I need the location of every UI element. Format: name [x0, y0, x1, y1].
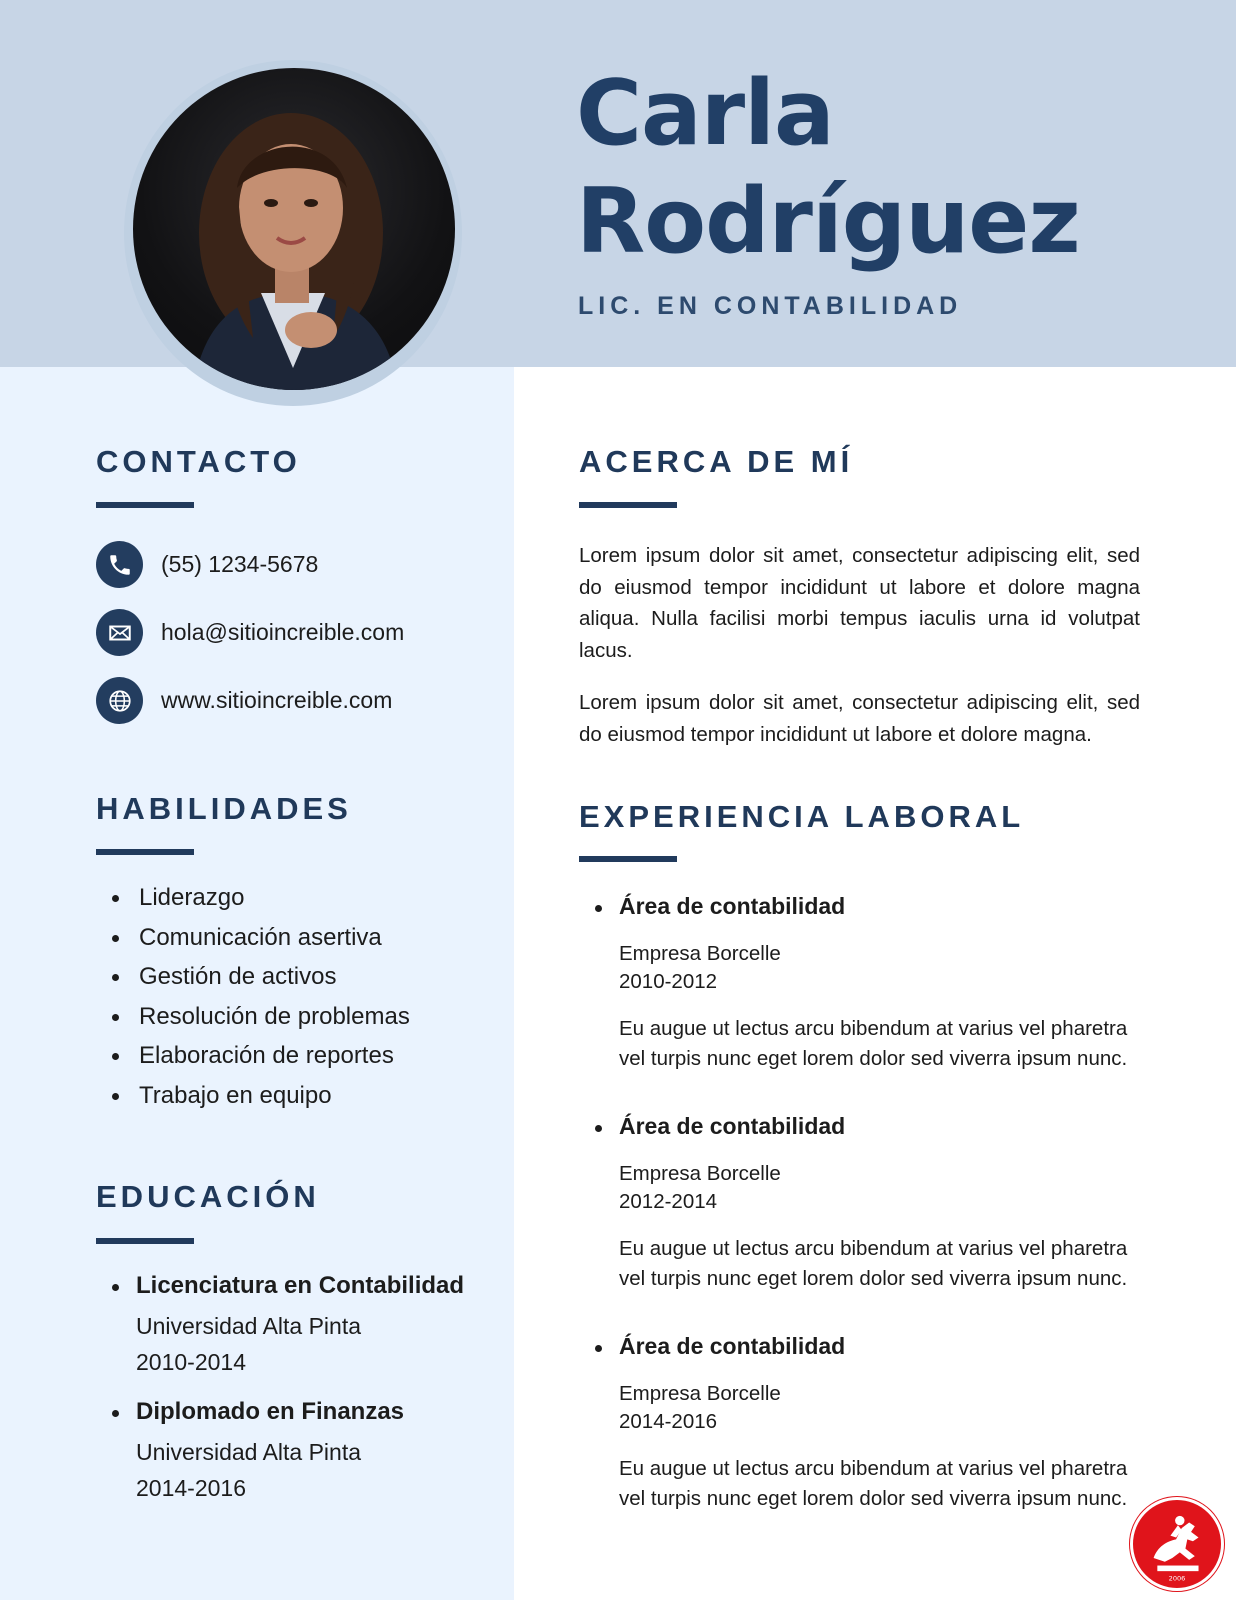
skill-item: Resolución de problemas — [106, 997, 410, 1037]
education-item — [106, 1398, 404, 1506]
first-name: Carla — [576, 61, 834, 166]
experience-item — [595, 893, 1155, 1073]
stamp-year: 2006 — [1168, 1574, 1186, 1583]
contact-phone — [96, 541, 318, 588]
job-company: Empresa Borcelle — [619, 942, 781, 965]
job-years: 2010-2012 — [619, 970, 718, 993]
education-item — [106, 1272, 464, 1380]
about-paragraph: Lorem ipsum dolor sit amet, consectetur adipiscing elit, sed do eiusmod tempor incididunt ut labore et dolore magna aliqua. Nulla facilisi morbi tempus iaculis urna id volutpat lacus. — [579, 544, 1140, 662]
job-description: Eu augue ut lectus arcu bibendum at varius vel pharetra vel turpis nunc eget lorem dolor sed viverra ipsum nunc. — [619, 1457, 1128, 1510]
degree-name: Licenciatura en Contabilidad — [106, 1272, 464, 1300]
skill-item: Comunicación asertiva — [106, 918, 410, 958]
skills-title: HABILIDADES — [96, 791, 352, 826]
horseman-stamp-icon — [1130, 1497, 1224, 1591]
skill-item: Liderazgo — [106, 878, 410, 918]
skill-item: Gestión de activos — [106, 957, 410, 997]
experience-title: EXPERIENCIA LABORAL — [579, 799, 1025, 834]
skill-item: Trabajo en equipo — [106, 1076, 410, 1116]
degree-name: Diplomado en Finanzas — [106, 1398, 404, 1426]
job-company: Empresa Borcelle — [619, 1382, 781, 1405]
contact-email — [96, 609, 404, 656]
experience-rule — [579, 856, 677, 862]
job-title: LIC. EN CONTABILIDAD — [578, 292, 963, 320]
mail-icon — [96, 609, 143, 656]
about-rule — [579, 502, 677, 508]
experience-item — [595, 1333, 1155, 1513]
school-name: Universidad Alta Pinta — [136, 1313, 362, 1339]
job-company: Empresa Borcelle — [619, 1162, 781, 1185]
contact-website — [96, 677, 392, 724]
job-position: Área de contabilidad — [595, 1333, 1155, 1360]
degree-years: 2014-2016 — [136, 1475, 246, 1501]
school-name: Universidad Alta Pinta — [136, 1439, 362, 1465]
website-text[interactable]: www.sitioincreible.com — [161, 687, 393, 713]
skill-item: Elaboración de reportes — [106, 1036, 410, 1076]
degree-years: 2010-2014 — [136, 1349, 246, 1375]
education-rule — [96, 1238, 194, 1244]
profile-photo — [133, 68, 455, 390]
email-text[interactable]: hola@sitioincreible.com — [161, 619, 405, 645]
last-name: Rodríguez — [576, 169, 1080, 274]
phone-icon — [96, 541, 143, 588]
job-years: 2014-2016 — [619, 1410, 718, 1433]
contact-rule — [96, 502, 194, 508]
skills-list — [106, 878, 410, 1115]
experience-item — [595, 1113, 1155, 1293]
skills-rule — [96, 849, 194, 855]
phone-text[interactable]: (55) 1234-5678 — [161, 551, 319, 577]
portrait-image — [133, 68, 455, 390]
contact-title: CONTACTO — [96, 444, 301, 479]
job-description: Eu augue ut lectus arcu bibendum at varius vel pharetra vel turpis nunc eget lorem dolor sed viverra ipsum nunc. — [619, 1237, 1128, 1290]
globe-icon — [96, 677, 143, 724]
candidate-name — [576, 60, 1080, 276]
education-title: EDUCACIÓN — [96, 1179, 320, 1214]
job-years: 2012-2014 — [619, 1190, 718, 1213]
about-title: ACERCA DE MÍ — [579, 444, 854, 479]
job-position: Área de contabilidad — [595, 1113, 1155, 1140]
job-description: Eu augue ut lectus arcu bibendum at varius vel pharetra vel turpis nunc eget lorem dolor sed viverra ipsum nunc. — [619, 1017, 1128, 1070]
about-paragraph: Lorem ipsum dolor sit amet, consectetur adipiscing elit, sed do eiusmod tempor incididunt ut labore et dolore magna. — [579, 691, 1140, 746]
job-position: Área de contabilidad — [595, 893, 1155, 920]
